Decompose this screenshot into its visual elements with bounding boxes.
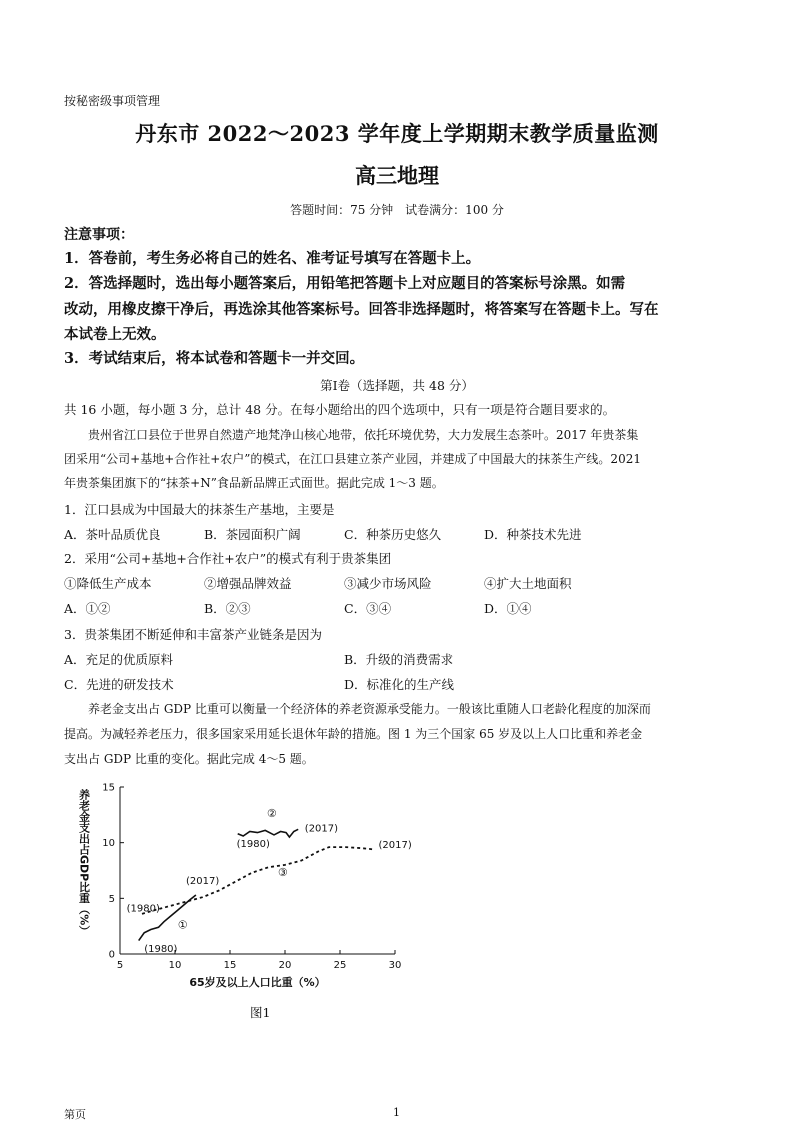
section-title: 第Ⅰ卷（选择题，共 48 分） bbox=[320, 378, 474, 393]
note-item: 3．考试结束后，将本试卷和答题卡一并交回。 bbox=[64, 350, 365, 367]
x-tick-label: 20 bbox=[278, 960, 292, 971]
x-tick-label: 15 bbox=[223, 960, 237, 971]
option: A．充足的优质原料 bbox=[64, 652, 174, 667]
series-line bbox=[142, 847, 373, 914]
option: A．茶叶品质优良 bbox=[64, 527, 161, 542]
series-start-label: (1980) bbox=[144, 943, 178, 955]
note-item: 1．答卷前，考生务必将自己的姓名、准考证号填写在答题卡上。 bbox=[64, 250, 481, 267]
option: A．①② bbox=[64, 601, 111, 616]
series-end-label: (2017) bbox=[186, 875, 220, 887]
statement-item: ③减少市场风险 bbox=[344, 576, 432, 591]
x-tick-label: 25 bbox=[333, 960, 347, 971]
series-name-label: ① bbox=[177, 918, 188, 932]
footer-label: 第页 bbox=[64, 1108, 86, 1121]
x-tick-label: 10 bbox=[168, 960, 182, 971]
note-item: 本试卷上无效。 bbox=[64, 326, 166, 343]
series-name-label: ③ bbox=[277, 866, 288, 880]
passage-line: 养老金支出占 GDP 比重可以衡量一个经济体的养老资源承受能力。一般该比重随人口老龄化程度的加深而 bbox=[88, 702, 651, 716]
x-axis-label: 65岁及以上人口比重（%） bbox=[189, 976, 326, 989]
series-end-label: (2017) bbox=[378, 840, 412, 852]
y-tick-label: 10 bbox=[102, 838, 115, 850]
option: C．③④ bbox=[344, 601, 392, 616]
pension-chart bbox=[70, 775, 420, 1000]
passage-line: 提高。为减轻养老压力，很多国家采用延长退休年龄的措施。图 1 为三个国家 65 岁及以上人口比重和养老金 bbox=[64, 727, 643, 741]
exam-title: 丹东市 2022～2023 学年度上学期期末教学质量监测 bbox=[135, 121, 659, 146]
notes-heading: 注意事项： bbox=[64, 227, 134, 243]
question-stem: 3．贵茶集团不断延伸和丰富茶产业链条是因为 bbox=[64, 627, 322, 642]
note-item: 改动，用橡皮擦干净后，再选涂其他答案标号。回答非选择题时，将答案写在答题卡上。写在 bbox=[64, 301, 659, 318]
series-line bbox=[238, 829, 299, 837]
statement-item: ①降低生产成本 bbox=[64, 576, 152, 591]
y-tick-label: 15 bbox=[102, 782, 115, 794]
option: D．①④ bbox=[484, 601, 532, 616]
secret-label: 按秘密级事项管理 bbox=[64, 94, 161, 108]
series-name-label: ② bbox=[266, 807, 277, 821]
note-item: 2．答选择题时，选出每小题答案后，用铅笔把答题卡上对应题目的答案标号涂黑。如需 bbox=[64, 275, 626, 292]
series-start-label: (1980) bbox=[236, 839, 270, 851]
option: B．茶园面积广阔 bbox=[204, 527, 301, 542]
chart-labels bbox=[127, 807, 412, 955]
exam-meta: 答题时间：75 分钟 试卷满分：100 分 bbox=[290, 203, 504, 217]
y-tick-label: 5 bbox=[108, 893, 115, 905]
passage-line: 贵州省江口县位于世界自然遗产地梵净山核心地带，依托环境优势，大力发展生态茶叶。2017 年贵茶集 bbox=[88, 428, 639, 442]
passage-line: 团采用“公司+基地+合作社+农户”的模式，在江口县建立茶产业园，并建成了中国最大的抹茶生产线。2021 bbox=[64, 452, 641, 466]
option: D．种茶技术先进 bbox=[484, 527, 582, 542]
series-start-label: (1980) bbox=[126, 903, 160, 915]
x-tick-label: 30 bbox=[388, 960, 402, 971]
x-tick-label: 5 bbox=[116, 960, 124, 971]
option: B．②③ bbox=[204, 601, 251, 616]
figure-caption: 图1 bbox=[250, 1005, 271, 1020]
option: D．标准化的生产线 bbox=[344, 677, 455, 692]
passage-line: 支出占 GDP 比重的变化。据此完成 4～5 题。 bbox=[64, 752, 314, 766]
page-number: 1 bbox=[393, 1106, 400, 1119]
question-stem: 1．江口县成为中国最大的抹茶生产基地，主要是 bbox=[64, 502, 335, 517]
option: C．种茶历史悠久 bbox=[344, 527, 442, 542]
series-end-label: (2017) bbox=[304, 823, 339, 835]
question-stem: 2．采用“公司+基地+合作社+农户”的模式有利于贵茶集团 bbox=[64, 551, 392, 566]
y-tick-label: 0 bbox=[108, 949, 115, 961]
statement-item: ②增强品牌效益 bbox=[204, 576, 292, 591]
chart-axes bbox=[78, 783, 402, 990]
exam-subject: 高三地理 bbox=[355, 163, 439, 188]
passage-line: 年贵茶集团旗下的“抹茶+N”食品新品牌正式面世。据此完成 1～3 题。 bbox=[64, 476, 444, 490]
section-instruction: 共 16 小题，每小题 3 分，总计 48 分。在每小题给出的四个选项中，只有一项是符合题目要求的。 bbox=[64, 402, 616, 417]
option: C．先进的研发技术 bbox=[64, 677, 174, 692]
option: B．升级的消费需求 bbox=[344, 652, 454, 667]
y-axis-label: 养老金支出占GDP比重（%） bbox=[77, 789, 91, 937]
statement-item: ④扩大土地面积 bbox=[484, 576, 572, 591]
